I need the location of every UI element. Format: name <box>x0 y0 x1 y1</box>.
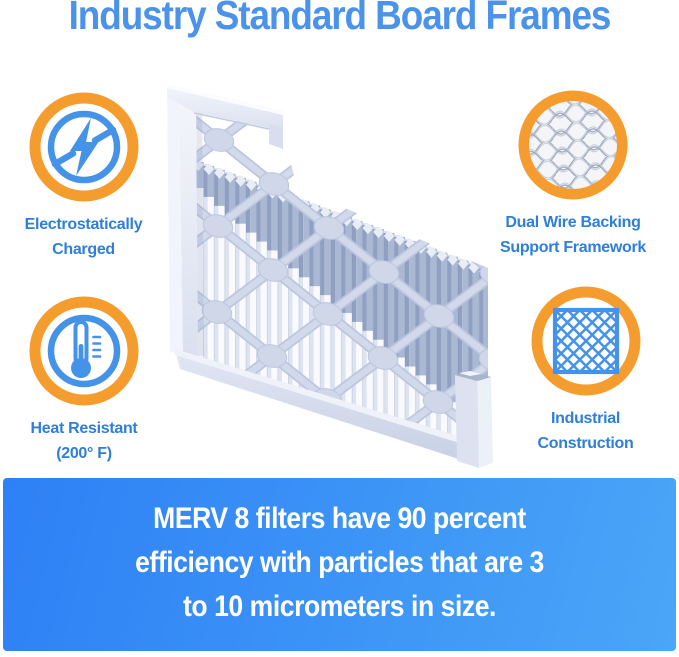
feature-label-line: Industrial <box>550 410 620 427</box>
feature-label <box>494 210 652 260</box>
diamond-grid-icon <box>531 286 641 396</box>
feature-electrostatically-charged <box>6 92 161 262</box>
feature-label-line: Electrostatically <box>24 216 143 233</box>
feature-heat-resistant <box>8 296 160 466</box>
banner-text-line: MERV 8 filters have 90 percent <box>153 502 526 535</box>
wire-mesh-icon <box>518 90 628 200</box>
product-image-air-filter <box>148 58 496 488</box>
banner-text <box>3 478 676 629</box>
thermometer-icon <box>29 296 139 406</box>
feature-label-line: Heat Resistant <box>30 420 138 437</box>
feature-label-line: Support Framework <box>499 239 647 256</box>
lightning-bolt-icon <box>29 92 139 202</box>
feature-industrial-construction <box>508 286 663 456</box>
feature-dual-wire-backing <box>494 90 652 260</box>
merv-info-banner <box>3 478 676 651</box>
feature-label-line: Dual Wire Backing <box>505 214 641 231</box>
feature-label-line: Charged <box>52 241 115 258</box>
feature-label <box>8 416 160 466</box>
feature-label <box>6 212 161 262</box>
air-filter-render <box>148 58 496 488</box>
banner-text-line: efficiency with particles that are 3 <box>135 546 544 579</box>
feature-label-line: Construction <box>537 435 634 452</box>
banner-text-line: to 10 micrometers in size. <box>183 590 496 623</box>
feature-label-line: (200° F) <box>56 445 112 462</box>
page-title: Industry Standard Board Frames <box>68 0 611 38</box>
feature-label <box>508 406 663 456</box>
